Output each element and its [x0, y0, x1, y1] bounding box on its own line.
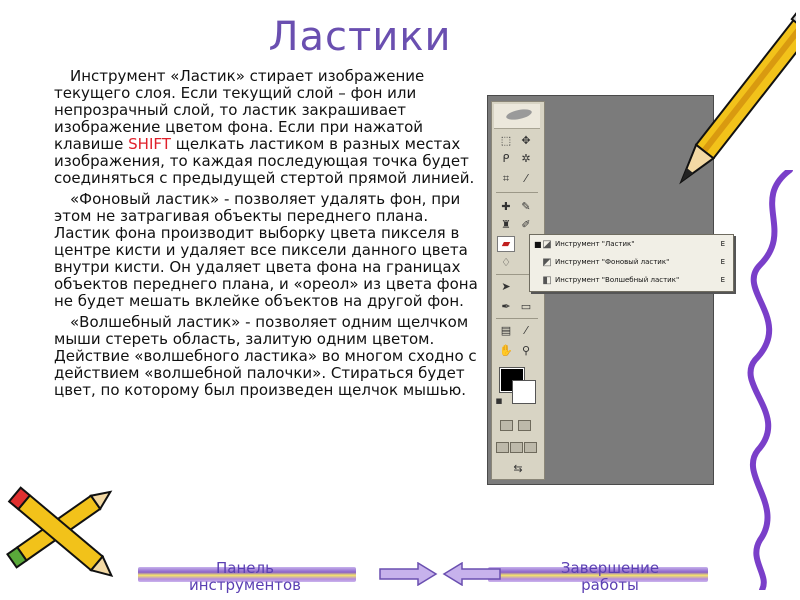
path-selection-tool-icon[interactable]: ➤: [501, 280, 511, 293]
selected-bullet-icon: ■: [534, 240, 542, 249]
tools-panel-link[interactable]: Панель инструментов: [188, 559, 302, 594]
shift-key-highlight: SHIFT: [128, 135, 171, 153]
rectangle-tool-icon[interactable]: ▭: [520, 300, 532, 313]
jump-to-imageready-icon[interactable]: ⇆: [513, 462, 523, 475]
background-eraser-icon: ◩: [542, 257, 552, 268]
standard-mode-icon[interactable]: [500, 420, 513, 431]
default-colors-icon[interactable]: ▪: [495, 394, 503, 407]
magic-eraser-icon: ◧: [542, 275, 552, 286]
move-tool-icon[interactable]: ✥: [521, 134, 531, 147]
lasso-tool-icon[interactable]: ᑭ: [502, 152, 510, 165]
zoom-tool-icon[interactable]: ⚲: [521, 344, 531, 357]
palette-divider: [496, 318, 538, 319]
clone-stamp-tool-icon[interactable]: ♜: [501, 218, 511, 231]
screen-mode-full-menu-icon[interactable]: [510, 442, 523, 453]
pen-tool-icon[interactable]: ✒: [501, 300, 511, 313]
squiggle-decoration-icon: [740, 170, 800, 590]
palette-divider: [496, 192, 538, 193]
background-color-swatch[interactable]: [512, 380, 536, 404]
hand-tool-icon[interactable]: ✋: [499, 344, 513, 357]
slide-title: Ластики: [268, 14, 452, 60]
crop-tool-icon[interactable]: ⌗: [502, 172, 510, 185]
flyout-item-eraser[interactable]: [530, 236, 733, 253]
flyout-item-shortcut: E: [720, 258, 725, 266]
eraser-icon: ◪: [542, 239, 552, 250]
flyout-item-background-eraser[interactable]: [530, 254, 733, 271]
notes-tool-icon[interactable]: ▤: [500, 324, 512, 337]
paragraph-background-eraser: «Фоновый ластик» - позволяет удалять фон, при этом не затрагивая объекты переднего плана. Ластик фона производит выборку цвета пикселя в центре кисти и удаляет все пиксели данного цвета внутри кисти. Он удаляет цвета фона на границах объектов переднего плана, и «ореол» из цвета фона не будет мешать вклейке объектов на другой фон.: [54, 190, 478, 310]
prev-arrow-icon[interactable]: [442, 562, 502, 586]
flyout-item-label: Инструмент "Ластик": [555, 240, 635, 248]
feather-logo-icon: [494, 104, 540, 129]
pencils-decoration-icon: [0, 478, 125, 600]
slice-tool-icon[interactable]: ⁄: [525, 172, 527, 185]
flyout-item-shortcut: E: [720, 276, 725, 284]
slide-body: [54, 68, 484, 403]
finish-link[interactable]: Завершение работы: [560, 559, 660, 594]
next-arrow-icon[interactable]: [378, 562, 438, 586]
marquee-tool-icon[interactable]: ⬚: [500, 134, 512, 147]
flyout-item-label: Инструмент "Фоновый ластик": [555, 258, 670, 266]
history-brush-tool-icon[interactable]: ✐: [521, 218, 531, 231]
paragraph-eraser: [54, 68, 484, 187]
eraser-tool-icon[interactable]: ▰: [497, 236, 515, 252]
screen-mode-full-icon[interactable]: [524, 442, 537, 453]
magic-wand-tool-icon[interactable]: ✲: [521, 152, 531, 165]
flyout-item-magic-eraser[interactable]: [530, 272, 733, 289]
flyout-item-shortcut: E: [720, 240, 725, 248]
eyedropper-tool-icon[interactable]: ⁄: [525, 324, 527, 337]
flyout-item-label: Инструмент "Волшебный ластик": [555, 276, 680, 284]
brush-tool-icon[interactable]: ✎: [521, 200, 531, 213]
healing-brush-tool-icon[interactable]: ✚: [501, 200, 511, 213]
blur-tool-icon[interactable]: ♢: [501, 256, 511, 269]
screen-mode-standard-icon[interactable]: [496, 442, 509, 453]
quick-mask-mode-icon[interactable]: [518, 420, 531, 431]
eraser-tool-flyout: [529, 234, 734, 292]
paragraph-eraser-text-2: щелкать ластиком в разных местах изображения, то каждая последующая точка будет соединяться с предыдущей стертой прямой линией.: [54, 135, 475, 187]
paragraph-eraser-text-1: Инструмент «Ластик» стирает изображение текущего слоя. Если текущий слой – фон или непрозрачный слой, то ластик закрашивает изображение цветом фона. Если при нажатой клавише: [54, 67, 425, 153]
paragraph-magic-eraser: «Волшебный ластик» - позволяет одним щелчком мыши стереть область, залитую одним цветом. Действие «волшебного ластика» во многом сходно с действием «волшебной палочки». Стираться будет цвет, по которому был произведен щелчок мышью.: [54, 313, 477, 399]
